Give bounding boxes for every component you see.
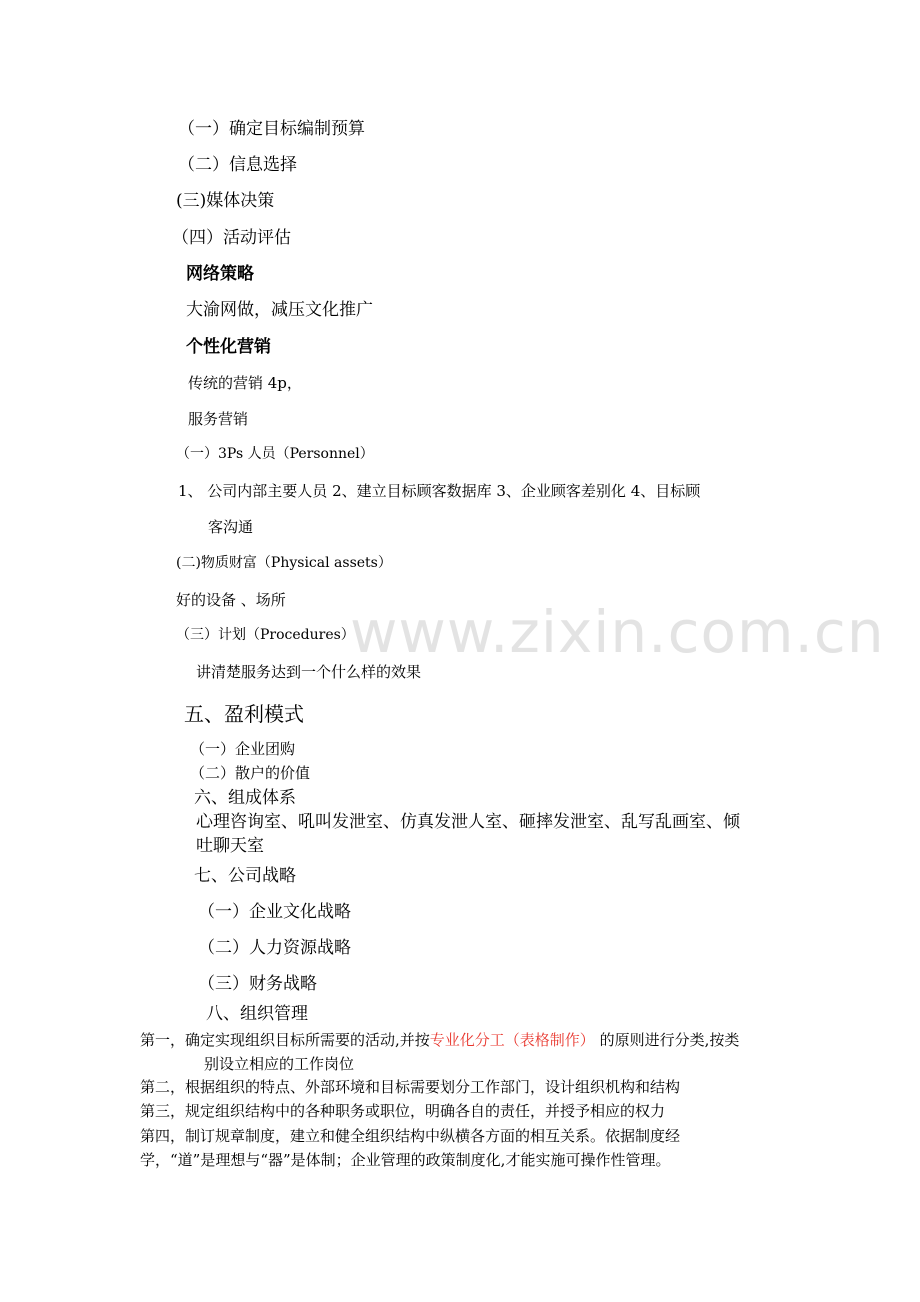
text-rooms-continued: 吐聊天室 <box>196 836 264 856</box>
paragraph-first-start: 第一，确定实现组织目标所需要的活动,并按 <box>140 1031 430 1049</box>
section-3ps-personnel: （一）3Ps 人员（Personnel） <box>176 446 374 462</box>
list-personnel-continued: 客沟通 <box>208 518 254 536</box>
section-physical-assets: (二)物质财富（Physical assets） <box>176 555 392 571</box>
paragraph-first-continued: 别设立相应的工作岗位 <box>204 1055 355 1073</box>
item-finance-strategy: （三）财务战略 <box>198 974 317 994</box>
highlight-specialization: 专业化分工（表格制作） <box>429 1031 595 1049</box>
text-dayu: 大渝网做，减压文化推广 <box>186 300 373 320</box>
heading-company-strategy: 七、公司战略 <box>194 866 296 886</box>
paragraph-second: 第二，根据组织的特点、外部环境和目标需要划分工作部门，设计组织机构和结构 <box>140 1078 681 1096</box>
section-budget: （一）确定目标编制预算 <box>178 119 365 139</box>
list-personnel-items: 1、 公司内部主要人员 2、建立目标顾客数据库 3、企业顾客差别化 4、目标顾 <box>178 482 701 500</box>
paragraph-first-end: 的原则进行分类,按类 <box>594 1031 740 1049</box>
text-service-marketing: 服务营销 <box>188 410 249 428</box>
section-media-decision: (三)媒体决策 <box>176 191 275 211</box>
text-traditional-4p: 传统的营销 4p， <box>188 374 302 392</box>
item-culture-strategy: （一）企业文化战略 <box>198 902 351 922</box>
text-rooms: 心理咨询室、吼叫发泄室、仿真发泄人室、砸摔发泄室、乱写乱画室、倾 <box>196 812 740 832</box>
paragraph-fourth-continued: 学，“道”是理想与“器”是体制；企业管理的政策制度化,才能实施可操作性管理。 <box>140 1151 671 1169</box>
paragraph-first <box>140 1031 739 1049</box>
section-procedures: （三）计划（Procedures） <box>176 627 355 643</box>
paragraph-third: 第三，规定组织结构中的各种职务或职位，明确各自的责任，并授予相应的权力 <box>140 1102 666 1120</box>
heading-personalized-marketing: 个性化营销 <box>186 337 271 357</box>
heading-org-management: 八、组织管理 <box>206 1004 308 1024</box>
heading-profit-model: 五、盈利模式 <box>184 702 304 726</box>
heading-network-strategy: 网络策略 <box>186 264 254 284</box>
section-activity-eval: （四）活动评估 <box>172 228 291 248</box>
paragraph-fourth: 第四，制订规章制度，建立和健全组织结构中纵横各方面的相互关系。依据制度经 <box>140 1127 681 1145</box>
text-service-effect: 讲清楚服务达到一个什么样的效果 <box>196 663 422 681</box>
item-group-purchase: （一）企业团购 <box>190 740 296 758</box>
text-equipment: 好的设备 、场所 <box>176 591 286 609</box>
watermark-text: www.zixin.com.cn <box>350 598 885 666</box>
item-hr-strategy: （二）人力资源战略 <box>198 938 351 958</box>
section-info-choice: （二）信息选择 <box>178 155 297 175</box>
item-retail-value: （二）散户的价值 <box>190 764 311 782</box>
heading-composition: 六、组成体系 <box>194 788 296 808</box>
